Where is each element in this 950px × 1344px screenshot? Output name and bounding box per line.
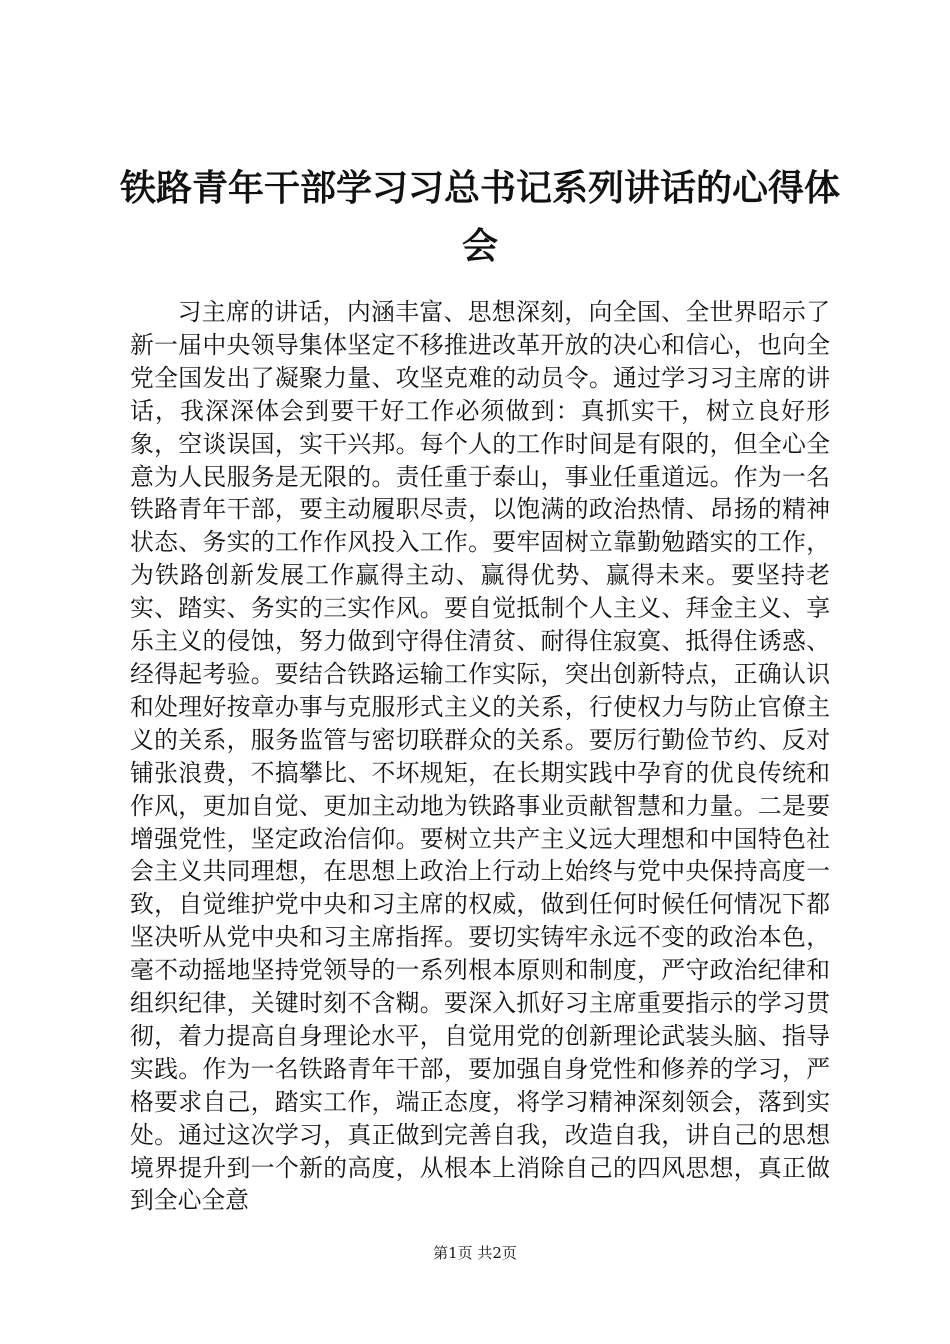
- document-body: 习主席的讲话，内涵丰富、思想深刻，向全国、全世界昭示了新一届中央领导集体坚定不移推进改革开放的决心和信心，也向全党全国发出了凝聚力量、攻坚克难的动员令。通过学习习主席的讲话，我深深体会到要干好工作必须做到：真抓实干，树立良好形象，空谈误国，实干兴邦。每个人的工作时间是有限的，但全心全意为人民服务是无限的。责任重于泰山，事业任重道远。作为一名铁路青年干部，要主动履职尽责，以饱满的政治热情、昂扬的精神状态、务实的工作作风投入工作。要牢固树立靠勤勉踏实的工作，为铁路创新发展工作赢得主动、赢得优势、赢得未来。要坚持老实、踏实、务实的三实作风。要自觉抵制个人主义、拜金主义、享乐主义的侵蚀，努力做到守得住清贫、耐得住寂寞、抵得住诱惑、经得起考验。要结合铁路运输工作实际，突出创新特点，正确认识和处理好按章办事与克服形式主义的关系，行使权力与防止官僚主义的关系，服务监管与密切联群众的关系。要厉行勤俭节约、反对铺张浪费，不搞攀比、不坏规矩，在长期实践中孕育的优良传统和作风，更加自觉、更加主动地为铁路事业贡献智慧和力量。二是要增强党性，坚定政治信仰。要树立共产主义远大理想和中国特色社会主义共同理想，在思想上政治上行动上始终与党中央保持高度一致，自觉维护党中央和习主席的权威，做到任何时候任何情况下都坚决听从党中央和习主席指挥。要切实铸牢永远不变的政治本色，毫不动摇地坚持党领导的一系列根本原则和制度，严守政治纪律和组织纪律，关键时刻不含糊。要深入抓好习主席重要指示的学习贯彻，着力提高自身理论水平，自觉用党的创新理论武装头脑、指导实践。作为一名铁路青年干部，要加强自身党性和修养的学习，严格要求自己，踏实工作，端正态度，将学习精神深刻领会，落到实处。通过这次学习，真正做到完善自我，改造自我，讲自己的思想境界提升到一个新的高度，从根本上消除自己的四风思想，真正做到全心全意: [130, 298, 830, 1215]
- document-title: 铁路青年干部学习习总书记系列讲话的心得体会: [120, 168, 841, 267]
- page-footer: 第1页 共2页: [433, 1244, 517, 1262]
